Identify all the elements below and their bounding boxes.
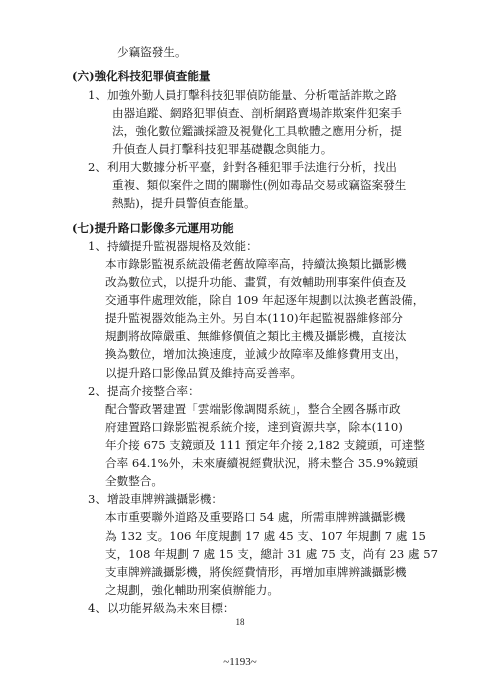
text-line: 熱點)，提升員警偵查能量。 (112, 196, 256, 210)
text-line: 規劃將故障嚴重、無維修價值之類比主機及攝影機，直接汰 (105, 329, 407, 343)
text-line: 本市錄影監視系統設備老舊故障率高，持續汰換類比攝影機 (105, 257, 407, 271)
list-item: 4、以功能昇級為未來目標： (88, 601, 235, 615)
text-line: 全數整合。 (105, 474, 163, 488)
text-line: 法，強化數位鑑識採證及視覺化工具軟體之應用分析，提 (112, 124, 402, 138)
list-item: 2、利用大數據分析平臺，針對各種犯罪手法進行分析，找出 (88, 160, 397, 174)
text-line: 換為數位，增加汰換速度，並減少故障率及維修費用支出， (105, 347, 407, 361)
text-line: 支，108 年規劃 7 處 15 支，總計 31 處 75 支，尚有 23 處 57 (105, 547, 438, 561)
text-line: 年介接 675 支鏡頭及 111 預定年介接 2,182 支鏡頭，可達整 (105, 438, 425, 452)
text-line: 少竊盜發生。 (117, 45, 187, 59)
page-number: 18 (235, 617, 245, 627)
text-line: 本市重要聯外道路及重要路口 54 處，所需車牌辨識攝影機 (105, 510, 406, 524)
text-line: 提升監視器效能為主外。另自本(110)年起監視器維修部分 (105, 311, 403, 325)
text-line: 為 132 支。106 年度規劃 17 處 45 支、107 年規劃 7 處 15 (105, 529, 426, 543)
text-line: 由器追蹤、網路犯罪偵查、剖析網路賣場詐欺案件犯案手 (112, 106, 402, 120)
text-line: 改為數位式，以提升功能、畫質，有效輔助刑事案件偵查及 (105, 275, 407, 289)
text-line: 以提升路口影像品質及維持高妥善率。 (105, 366, 303, 380)
section-heading: (六)強化科技犯罪偵查能量 (72, 69, 211, 83)
text-line: 重複、類似案件之間的關聯性(例如毒品交易或竊盜案發生 (112, 178, 407, 192)
footer-page-marker: ~1193~ (223, 656, 257, 668)
text-line: 合率 64.1%外，未來賡續視經費狀況，將未整合 35.9%鏡頭 (105, 456, 418, 470)
list-item: 2、提高介接整合率： (88, 384, 200, 398)
list-item: 1、加強外勤人員打擊科技犯罪偵防能量、分析電話詐欺之路 (88, 88, 397, 102)
text-line: 之規劃，強化輔助刑案偵辦能力。 (105, 583, 279, 597)
text-line: 升偵查人員打擊科技犯罪基礎觀念與能力。 (112, 142, 333, 156)
text-line: 配合警政署建置「雲端影像調閱系統」，整合全國各縣市政 (105, 402, 401, 416)
text-line: 支車牌辨識攝影機，將俟經費情形，再增加車牌辨識攝影機 (105, 565, 407, 579)
list-item: 1、持續提升監視器規格及效能： (88, 239, 258, 253)
section-heading: (七)提升路口影像多元運用功能 (72, 221, 234, 235)
list-item: 3、增設車牌辨識攝影機： (88, 492, 223, 506)
text-line: 交通事件處理效能，除自 109 年起逐年規劃以汰換老舊設備， (105, 293, 425, 307)
text-line: 府建置路口錄影監視系統介接，達到資源共享，除本(110) (105, 420, 403, 434)
